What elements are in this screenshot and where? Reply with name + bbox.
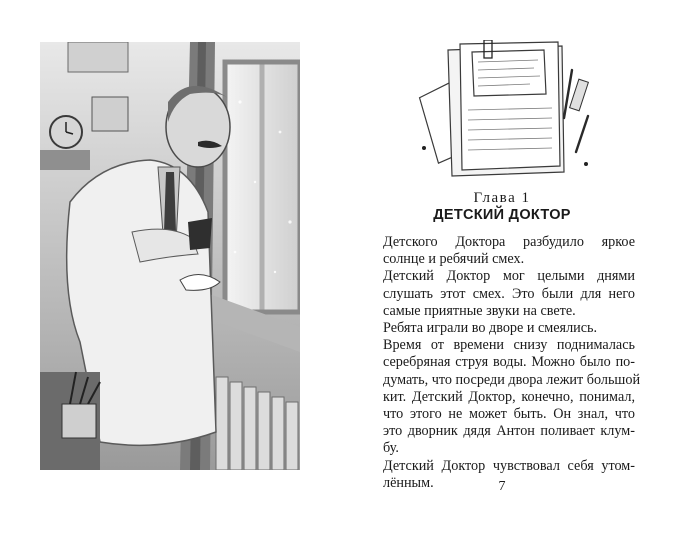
text-line: Ребята играли во дворе и смеялись.: [383, 320, 598, 337]
paragraph-3: [369, 320, 635, 337]
paragraph-4: [369, 337, 641, 457]
text-line: самые приятные звуки на свете.: [383, 302, 576, 319]
text-line: слушать этот смех. Это были для него: [383, 285, 635, 302]
doctor-at-window-illustration: [40, 42, 300, 470]
text-line: кит. Детский Доктор, конечно, понимал,: [383, 388, 635, 405]
text-line: что этого не может быть. Он знал, что: [383, 406, 635, 423]
chapter-number: Глава 1: [473, 190, 531, 206]
paragraph-2: [369, 268, 635, 320]
page-number: 7: [498, 479, 506, 494]
text-line: Время от времени снизу поднималась: [383, 337, 635, 354]
chapter-title: ДЕТСКИЙ ДОКТОР: [433, 207, 571, 223]
text-line: Детского Доктора разбудило яркое: [383, 234, 635, 250]
text-line: думать, что посреди двора лежит большой: [383, 371, 641, 388]
paragraph-1: [369, 234, 635, 268]
text-line: солнце и ребячий смех.: [383, 251, 525, 268]
text-line: Детский Доктор чувствовал себя утом-: [383, 457, 635, 474]
text-line: это дворник дядя Антон поливает клум-: [383, 423, 635, 440]
text-line: лённым.: [383, 474, 434, 491]
stack-of-papers-illustration: [412, 40, 602, 180]
chapter-body: [369, 234, 641, 492]
text-line: Детский Доктор мог целыми днями: [383, 268, 635, 285]
right-page: [364, 0, 640, 539]
text-line: серебряная струя воды. Можно было по-: [383, 354, 635, 371]
text-line: бу.: [383, 440, 399, 457]
